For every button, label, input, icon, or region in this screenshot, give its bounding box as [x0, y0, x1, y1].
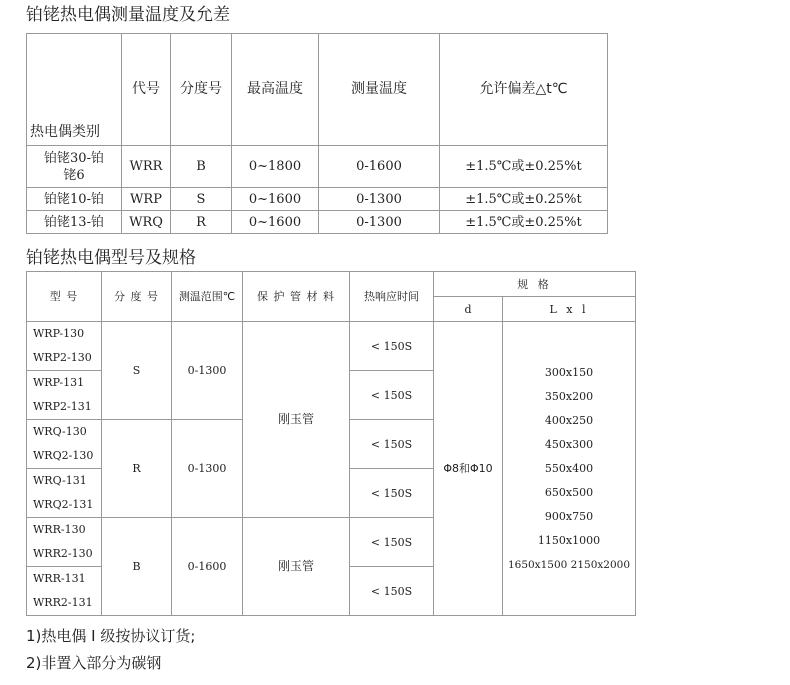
header-code: 代号: [122, 34, 171, 146]
cell-models: [27, 518, 102, 567]
type-line1: 铂铑30-铂: [44, 150, 104, 166]
cell-measure-temp: 0-1600: [319, 146, 440, 188]
cell-response: < 150S: [350, 518, 434, 567]
cell-max-temp: 0~1600: [232, 211, 319, 234]
spec-value: 1650x1500 2150x2000: [507, 558, 631, 571]
table1-header-row: [27, 34, 608, 146]
cell-graduation: B: [171, 146, 232, 188]
cell-models: [27, 567, 102, 616]
spec-value: 550x400: [544, 461, 594, 475]
cell-graduation: R: [102, 420, 172, 518]
cell-graduation: S: [102, 322, 172, 420]
cell-models: [27, 322, 102, 371]
cell-material: 刚玉管: [243, 518, 350, 616]
model-code: WRQ-130: [33, 425, 87, 438]
header-range: 测温范围℃: [172, 272, 243, 322]
header-graduation: 分度号: [171, 34, 232, 146]
cell-range: 0-1300: [172, 322, 243, 420]
cell-response: < 150S: [350, 420, 434, 469]
spec-value: 450x300: [544, 437, 594, 451]
table2-title: 铂铑热电偶型号及规格: [26, 248, 196, 268]
cell-tolerance: ±1.5℃或±0.25%t: [440, 146, 608, 188]
cell-material: 刚玉管: [243, 322, 350, 518]
table-row: [27, 322, 636, 371]
table1-title: 铂铑热电偶测量温度及允差: [26, 5, 230, 25]
cell-tolerance: ±1.5℃或±0.25%t: [440, 211, 608, 234]
header-max-temp: 最高温度: [232, 34, 319, 146]
model-code: WRR2-130: [33, 547, 93, 560]
cell-type: 铂铑13-铂: [27, 211, 122, 234]
header-response: 热响应时间: [350, 272, 434, 322]
cell-code: WRP: [122, 188, 171, 211]
cell-graduation: S: [171, 188, 232, 211]
header-graduation: 分 度 号: [102, 272, 172, 322]
cell-lxl-list: [503, 322, 636, 616]
cell-models: [27, 371, 102, 420]
model-code: WRR-131: [33, 572, 86, 585]
header-thermocouple-type: 热电偶类别: [27, 34, 122, 146]
header-model: 型 号: [27, 272, 102, 322]
model-code: WRR-130: [33, 523, 86, 536]
header-lxl: L x l: [503, 297, 636, 322]
model-spec-table: [26, 271, 636, 616]
header-measure-temp: 测量温度: [319, 34, 440, 146]
table-row: [27, 211, 608, 234]
cell-response: < 150S: [350, 469, 434, 518]
cell-code: WRQ: [122, 211, 171, 234]
note-2: 2)非置入部分为碳钢: [26, 654, 162, 672]
cell-max-temp: 0~1800: [232, 146, 319, 188]
spec-value: 350x200: [544, 389, 594, 403]
tolerance-table: [26, 33, 608, 234]
spec-value: 650x500: [544, 485, 594, 499]
model-code: WRQ-131: [33, 474, 87, 487]
note-1: 1)热电偶 I 级按协议订货;: [26, 627, 196, 645]
cell-graduation: B: [102, 518, 172, 616]
cell-code: WRR: [122, 146, 171, 188]
cell-models: [27, 469, 102, 518]
model-code: WRP-131: [33, 376, 85, 389]
model-code: WRR2-131: [33, 596, 93, 609]
cell-type: [27, 146, 122, 188]
cell-type: 铂铑10-铂: [27, 188, 122, 211]
model-code: WRP2-130: [33, 351, 92, 364]
model-code: WRQ2-130: [33, 449, 94, 462]
type-line2: 铑6: [63, 167, 85, 183]
model-code: WRP2-131: [33, 400, 92, 413]
cell-tolerance: ±1.5℃或±0.25%t: [440, 188, 608, 211]
table-row: [27, 146, 608, 188]
cell-response: < 150S: [350, 567, 434, 616]
header-d: d: [434, 297, 503, 322]
header-tolerance: 允许偏差△t℃: [440, 34, 608, 146]
spec-value: 300x150: [544, 365, 594, 379]
cell-range: 0-1300: [172, 420, 243, 518]
header-material: 保 护 管 材 料: [243, 272, 350, 322]
cell-graduation: R: [171, 211, 232, 234]
model-code: WRQ2-131: [33, 498, 94, 511]
cell-d-value: Φ8和Φ10: [434, 322, 503, 616]
cell-range: 0-1600: [172, 518, 243, 616]
header-spec: 规 格: [434, 272, 636, 297]
model-code: WRP-130: [33, 327, 85, 340]
cell-models: [27, 420, 102, 469]
spec-value: 400x250: [544, 413, 594, 427]
cell-measure-temp: 0-1300: [319, 188, 440, 211]
spec-value: 900x750: [544, 509, 594, 523]
table-row: [27, 188, 608, 211]
cell-response: < 150S: [350, 322, 434, 371]
spec-value: 1150x1000: [537, 533, 601, 547]
cell-max-temp: 0~1600: [232, 188, 319, 211]
cell-measure-temp: 0-1300: [319, 211, 440, 234]
table2-header-row: [27, 272, 636, 297]
cell-response: < 150S: [350, 371, 434, 420]
